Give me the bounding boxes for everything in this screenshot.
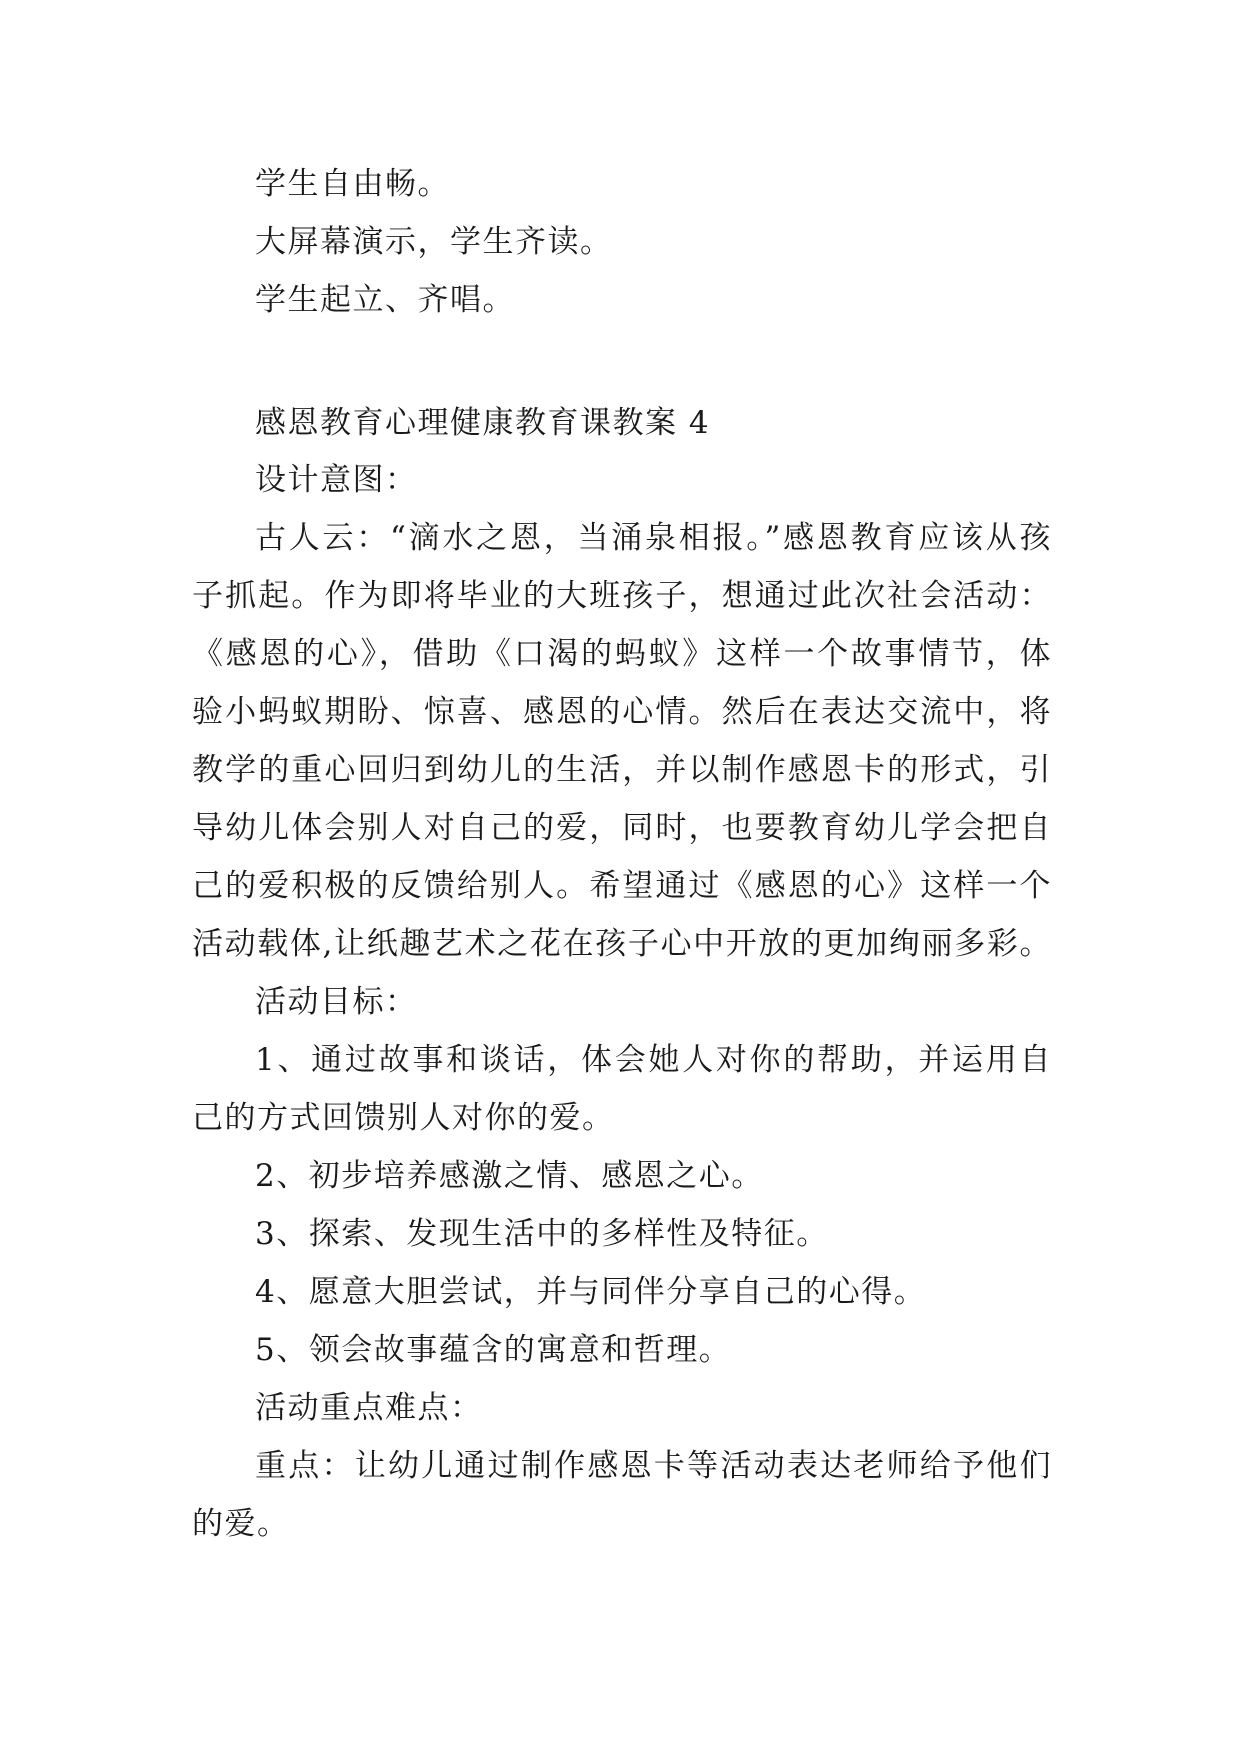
paragraph-line: 导幼儿体会别人对自己的爱，同时，也要教育幼儿学会把自 (192, 810, 1052, 846)
paragraph-line: 学生起立、齐唱。 (255, 282, 515, 318)
paragraph-line: 学生自由畅。 (255, 166, 450, 202)
paragraph-line: 大屏幕演示，学生齐读。 (255, 224, 613, 260)
list-item: 5、领会故事蕴含的寓意和哲理。 (255, 1332, 732, 1368)
paragraph-line: 教学的重心回归到幼儿的生活，并以制作感恩卡的形式，引 (192, 752, 1052, 788)
paragraph-line: 验小蚂蚁期盼、惊喜、感恩的心情。然后在表达交流中，将 (192, 694, 1052, 730)
section-heading: 活动目标： (255, 984, 418, 1020)
section-heading: 活动重点难点： (255, 1390, 483, 1426)
paragraph-line: 子抓起。作为即将毕业的大班孩子，想通过此次社会活动： (192, 578, 1052, 614)
list-item: 3、探索、发现生活中的多样性及特征。 (255, 1216, 829, 1252)
paragraph-line: 古人云：“滴水之恩，当涌泉相报。”感恩教育应该从孩 (255, 520, 1052, 556)
section-heading: 设计意图： (255, 462, 418, 498)
section-title: 感恩教育心理健康教育课教案 4 (255, 405, 711, 441)
paragraph-line: 《感恩的心》，借助《口渴的蚂蚁》这样一个故事情节，体 (192, 636, 1052, 672)
paragraph-line: 的爱。 (192, 1506, 290, 1542)
paragraph-line: 己的爱积极的反馈给别人。希望通过《感恩的心》这样一个 (192, 868, 1052, 904)
paragraph-line: 活动载体,让纸趣艺术之花在孩子心中开放的更加绚丽多彩。 (192, 926, 1052, 962)
paragraph-line: 重点：让幼儿通过制作感恩卡等活动表达老师给予他们 (255, 1448, 1052, 1484)
list-item: 1、通过故事和谈话，体会她人对你的帮助，并运用自 (255, 1042, 1052, 1078)
list-item: 4、愿意大胆尝试，并与同伴分享自己的心得。 (255, 1274, 927, 1310)
list-item-continuation: 己的方式回馈别人对你的爱。 (192, 1100, 615, 1136)
list-item: 2、初步培养感激之情、感恩之心。 (255, 1158, 764, 1194)
